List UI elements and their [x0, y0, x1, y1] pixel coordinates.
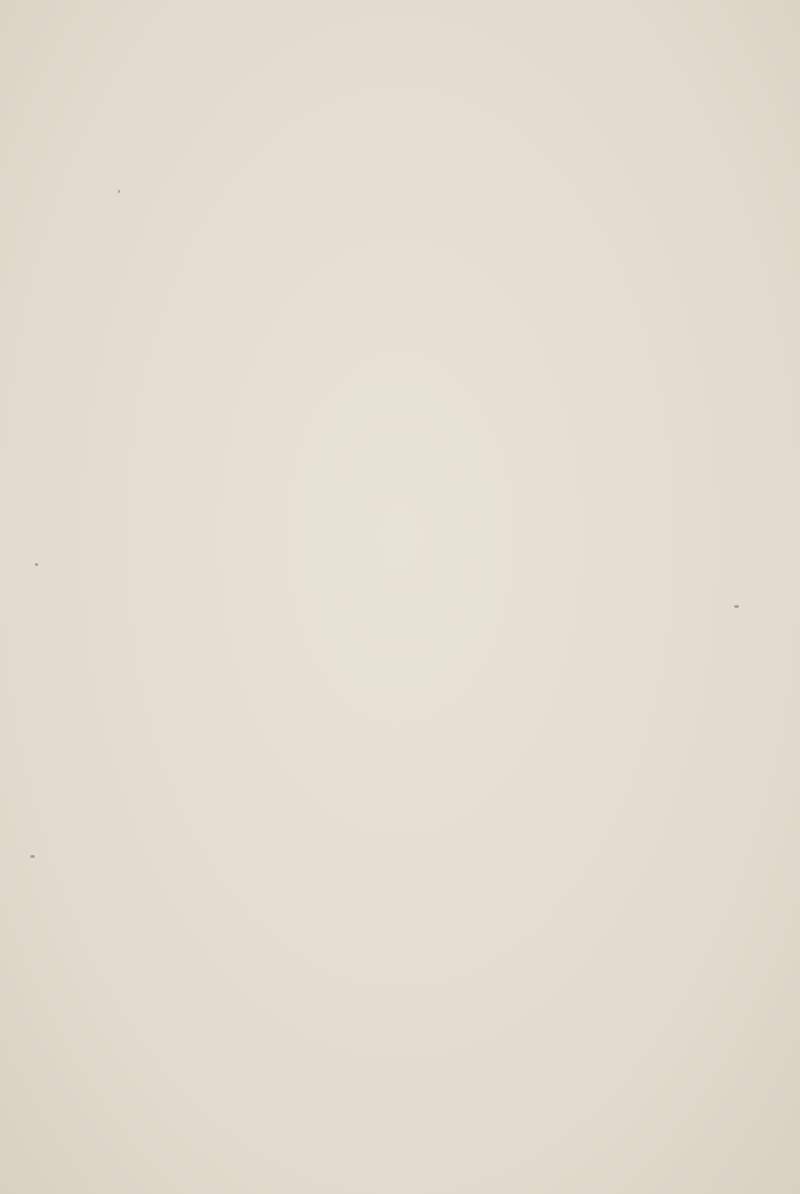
- section-text-block: [152, 918, 656, 945]
- paper-speck: [118, 190, 120, 193]
- paper-speck: [35, 563, 38, 566]
- paper-speck: [30, 855, 35, 858]
- text-line-final: [152, 918, 656, 945]
- paper-speck: [734, 605, 739, 608]
